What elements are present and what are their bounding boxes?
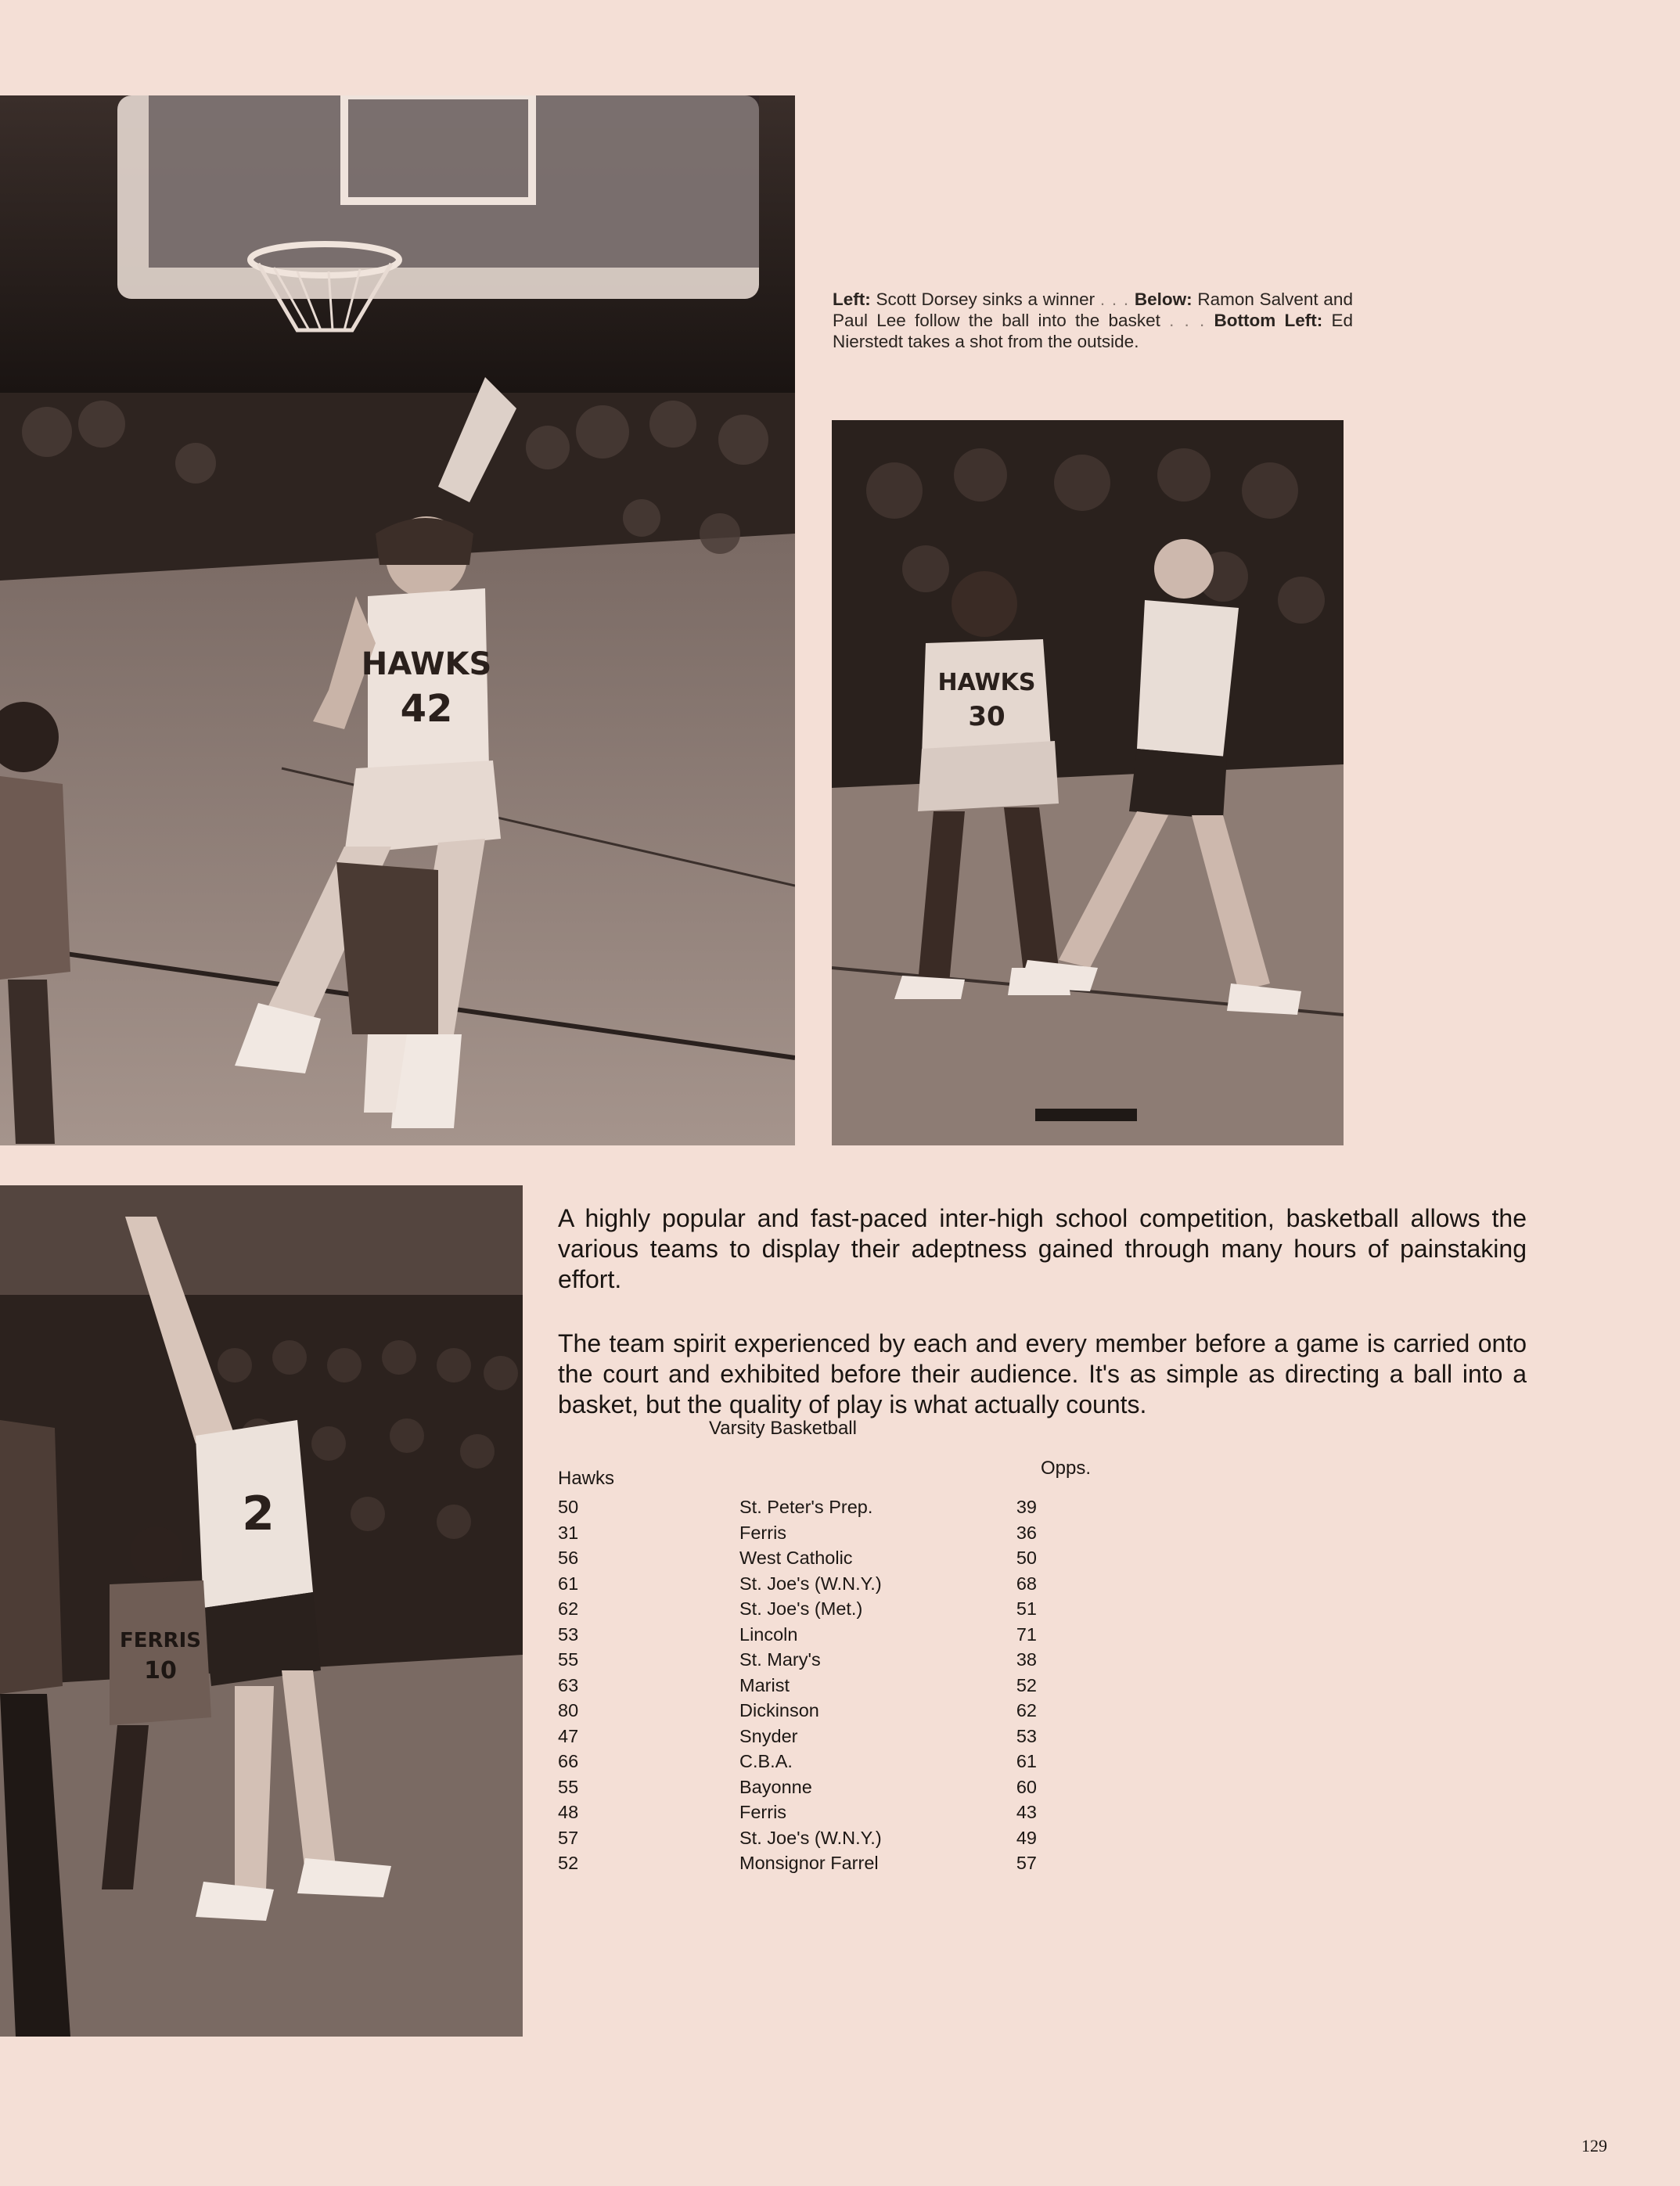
page-number: 129 bbox=[1581, 2136, 1607, 2155]
opponent-name: St. Mary's bbox=[739, 1649, 821, 1670]
opponent-score: 68 bbox=[1016, 1573, 1037, 1594]
hawks-score: 62 bbox=[558, 1598, 579, 1619]
caption-separator: . . . bbox=[1099, 289, 1130, 309]
jersey-number-text: 42 bbox=[400, 687, 453, 731]
scoreboard-header-opps: Opps. bbox=[1041, 1458, 1092, 1479]
score-row bbox=[558, 1545, 1121, 1571]
score-row bbox=[558, 1850, 1121, 1876]
opponent-name: Ferris bbox=[739, 1522, 787, 1543]
opponent-score: 51 bbox=[1016, 1598, 1037, 1619]
jersey-number-text: 2 bbox=[242, 1487, 275, 1541]
hawks-score: 31 bbox=[558, 1522, 579, 1543]
hawks-score: 47 bbox=[558, 1725, 579, 1746]
photo-layup-left bbox=[0, 95, 795, 1145]
score-row bbox=[558, 1647, 1121, 1673]
opponent-score: 36 bbox=[1016, 1522, 1037, 1543]
jersey-team-text: HAWKS bbox=[361, 646, 492, 682]
opponent-score: 53 bbox=[1016, 1725, 1037, 1746]
caption-below-label: Below: bbox=[1134, 289, 1193, 309]
hawks-score: 63 bbox=[558, 1674, 579, 1695]
photo-jumpshot-bottom-left bbox=[0, 1185, 523, 2037]
score-row bbox=[558, 1571, 1121, 1597]
jersey-number-text: 10 bbox=[144, 1657, 177, 1684]
caption-below-text: Ramon Salvent and Paul Lee follow the ball into the basket bbox=[833, 289, 1353, 330]
score-row bbox=[558, 1698, 1121, 1724]
scoreboard-title: Varsity Basketball bbox=[709, 1418, 857, 1439]
jersey-team-text: FERRIS bbox=[120, 1629, 201, 1652]
opponent-name: St. Peter's Prep. bbox=[739, 1497, 873, 1517]
opponent-name: St. Joe's (Met.) bbox=[739, 1598, 863, 1619]
opponent-score: 49 bbox=[1016, 1827, 1037, 1848]
photo-rebound-right bbox=[832, 420, 1344, 1145]
score-row bbox=[558, 1774, 1121, 1800]
opponent-name: Ferris bbox=[739, 1802, 787, 1822]
opponent-score: 62 bbox=[1016, 1700, 1037, 1720]
hawks-score: 56 bbox=[558, 1548, 579, 1568]
caption-separator: . . . bbox=[1169, 311, 1206, 330]
caption-left-text: Scott Dorsey sinks a winner bbox=[876, 289, 1095, 309]
hawks-score: 53 bbox=[558, 1623, 579, 1645]
hawks-score: 48 bbox=[558, 1802, 579, 1822]
score-row bbox=[558, 1749, 1121, 1774]
score-row bbox=[558, 1673, 1121, 1699]
opponent-name: West Catholic bbox=[739, 1548, 853, 1568]
opponent-name: St. Joe's (W.N.Y.) bbox=[739, 1573, 882, 1594]
hawks-score: 80 bbox=[558, 1700, 579, 1720]
hawks-score: 50 bbox=[558, 1497, 579, 1517]
body-paragraph-intro: A highly popular and fast-paced inter-high school competition, basketball allows the various teams to display their adeptness gained through many hours of painstaking effort. bbox=[558, 1204, 1527, 1293]
opponent-score: 61 bbox=[1016, 1751, 1037, 1771]
scoreboard-table bbox=[558, 1494, 1121, 1876]
layup-photo-illustration bbox=[0, 95, 795, 1145]
opponent-name: C.B.A. bbox=[739, 1751, 793, 1771]
opponent-name: Marist bbox=[739, 1674, 790, 1695]
jumpshot-photo-illustration bbox=[0, 1185, 523, 2037]
opponent-name: Snyder bbox=[739, 1725, 798, 1746]
opponent-name: St. Joe's (W.N.Y.) bbox=[739, 1827, 882, 1848]
opponent-name: Monsignor Farrel bbox=[739, 1853, 879, 1873]
caption-left-label: Left: bbox=[833, 289, 871, 309]
photo-caption bbox=[833, 289, 1353, 352]
opponent-score: 60 bbox=[1016, 1776, 1037, 1797]
opponent-score: 57 bbox=[1016, 1853, 1037, 1873]
score-row bbox=[558, 1622, 1121, 1648]
opponent-score: 52 bbox=[1016, 1674, 1037, 1695]
jersey-number-text: 30 bbox=[968, 701, 1005, 732]
body-paragraph-spirit: The team spirit experienced by each and every member before a game is carried onto the court and exhibited before their audience. It's as simple as directing a ball into a basket, but the quality of play is what actually counts. bbox=[558, 1329, 1527, 1418]
opponent-name: Dickinson bbox=[739, 1700, 819, 1720]
hawks-score: 55 bbox=[558, 1649, 579, 1670]
score-row bbox=[558, 1825, 1121, 1851]
opponent-score: 43 bbox=[1016, 1802, 1037, 1822]
hawks-score: 57 bbox=[558, 1827, 579, 1848]
rebound-photo-illustration bbox=[832, 420, 1344, 1145]
score-row bbox=[558, 1520, 1121, 1546]
opponent-name: Bayonne bbox=[739, 1776, 812, 1797]
caption-bottom-left-text: Ed Nierstedt takes a shot from the outside. bbox=[833, 311, 1353, 351]
opponent-score: 39 bbox=[1016, 1497, 1037, 1517]
scoreboard-header-hawks: Hawks bbox=[558, 1468, 615, 1489]
opponent-score: 50 bbox=[1016, 1548, 1037, 1568]
opponent-score: 38 bbox=[1016, 1649, 1037, 1670]
score-row bbox=[558, 1724, 1121, 1749]
hawks-score: 55 bbox=[558, 1776, 579, 1797]
score-row bbox=[558, 1799, 1121, 1825]
hawks-score: 52 bbox=[558, 1853, 579, 1873]
score-row bbox=[558, 1494, 1121, 1520]
opponent-score: 71 bbox=[1016, 1623, 1037, 1645]
hawks-score: 61 bbox=[558, 1573, 579, 1594]
hawks-score: 66 bbox=[558, 1751, 579, 1771]
opponent-name: Lincoln bbox=[739, 1623, 798, 1645]
jersey-team-text: HAWKS bbox=[937, 669, 1036, 696]
caption-bottom-left-label: Bottom Left: bbox=[1214, 311, 1323, 330]
score-row bbox=[558, 1596, 1121, 1622]
